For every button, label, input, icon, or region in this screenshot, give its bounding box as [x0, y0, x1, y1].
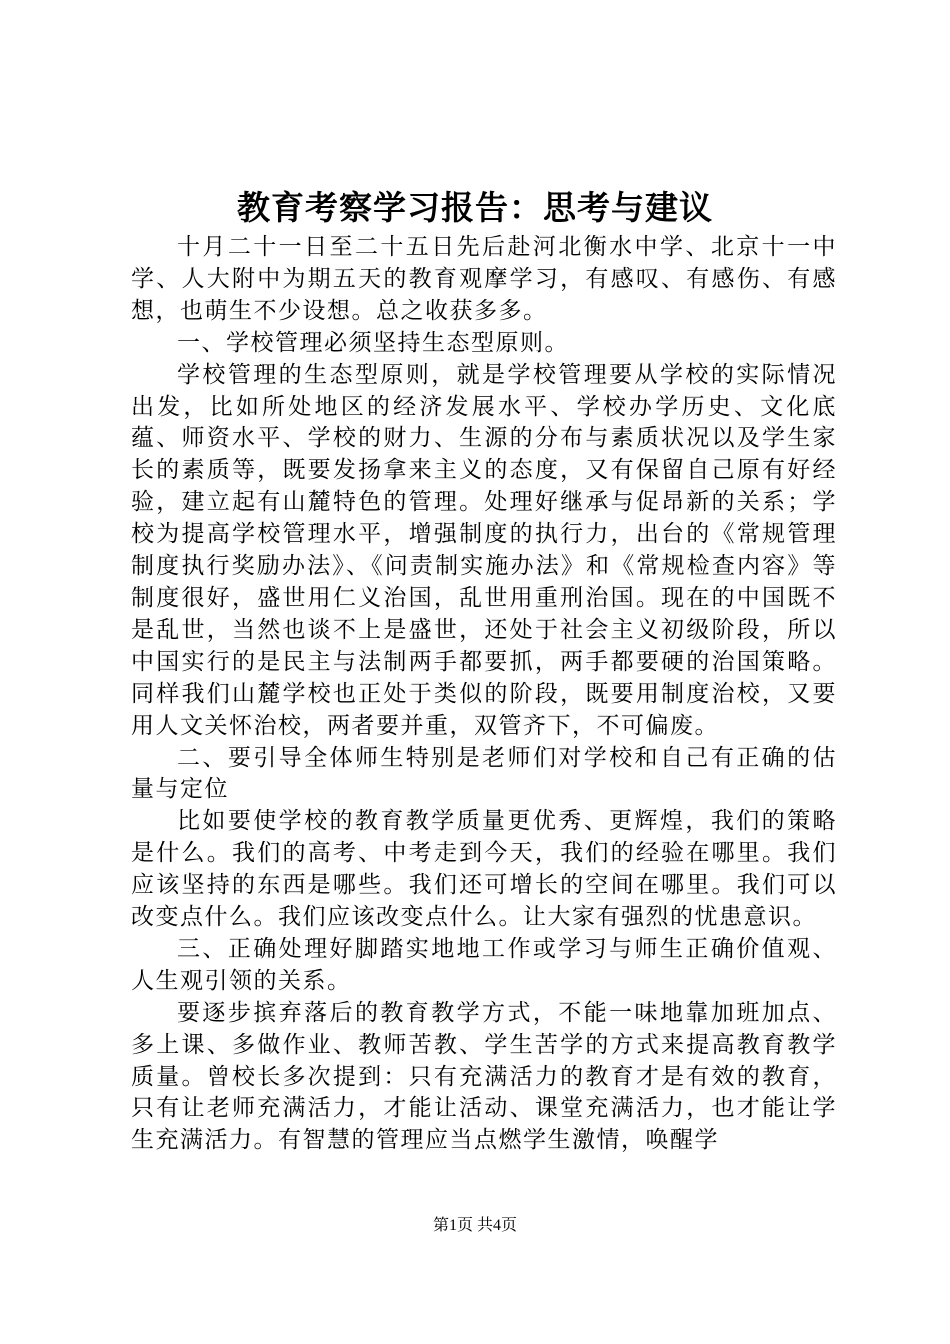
document-body	[131, 232, 837, 1157]
paragraph-section-2: 比如要使学校的教育教学质量更优秀、更辉煌，我们的策略是什么。我们的高考、中考走到今天，我们的经验在哪里。我们应该坚持的东西是哪些。我们还可增长的空间在哪里。我们可以改变点什么。我们应该改变点什么。让大家有强烈的忧患意识。	[131, 808, 837, 931]
paragraph-section-1: 学校管理的生态型原则，就是学校管理要从学校的实际情况出发，比如所处地区的经济发展水平、学校办学历史、文化底蕴、师资水平、学校的财力、生源的分布与素质状况以及学生家长的素质等，既要发扬拿来主义的态度，又有保留自己原有好经验，建立起有山麓特色的管理。处理好继承与促昂新的关系；学校为提高学校管理水平，增强制度的执行力，出台的《常规管理制度执行奖励办法》、《问责制实施办法》和《常规检查内容》等制度很好，盛世用仁义治国，乱世用重刑治国。现在的中国既不是乱世，当然也谈不上是盛世，还处于社会主义初级阶段，所以中国实行的是民主与法制两手都要抓，两手都要硬的治国策略。同样我们山麓学校也正处于类似的阶段，既要用制度治校，又要用人文关怀治校，两者要并重，双管齐下，不可偏废。	[131, 361, 837, 739]
section-heading-1: 一、学校管理必须坚持生态型原则。	[177, 329, 569, 356]
page-number-footer: 第1页 共4页	[432, 1217, 517, 1234]
section-heading-3: 三、正确处理好脚踏实地地工作或学习与师生正确价值观、人生观引领的关系。	[131, 935, 837, 994]
section-heading-2: 二、要引导全体师生特别是老师们对学校和自己有正确的估量与定位	[131, 744, 837, 803]
paragraph-section-3: 要逐步摈弃落后的教育教学方式，不能一味地靠加班加点、多上课、多做作业、教师苦教、学生苦学的方式来提高教育教学质量。曾校长多次提到：只有充满活力的教育才是有效的教育，只有让老师充满活力，才能让活动、课堂充满活力，也才能让学生充满活力。有智慧的管理应当点燃学生激情，唤醒学	[131, 999, 837, 1154]
document-title: 教育考察学习报告：思考与建议	[237, 188, 713, 227]
paragraph-intro: 十月二十一日至二十五日先后赴河北衡水中学、北京十一中学、人大附中为期五天的教育观摩学习，有感叹、有感伤、有感想，也萌生不少设想。总之收获多多。	[131, 234, 837, 324]
